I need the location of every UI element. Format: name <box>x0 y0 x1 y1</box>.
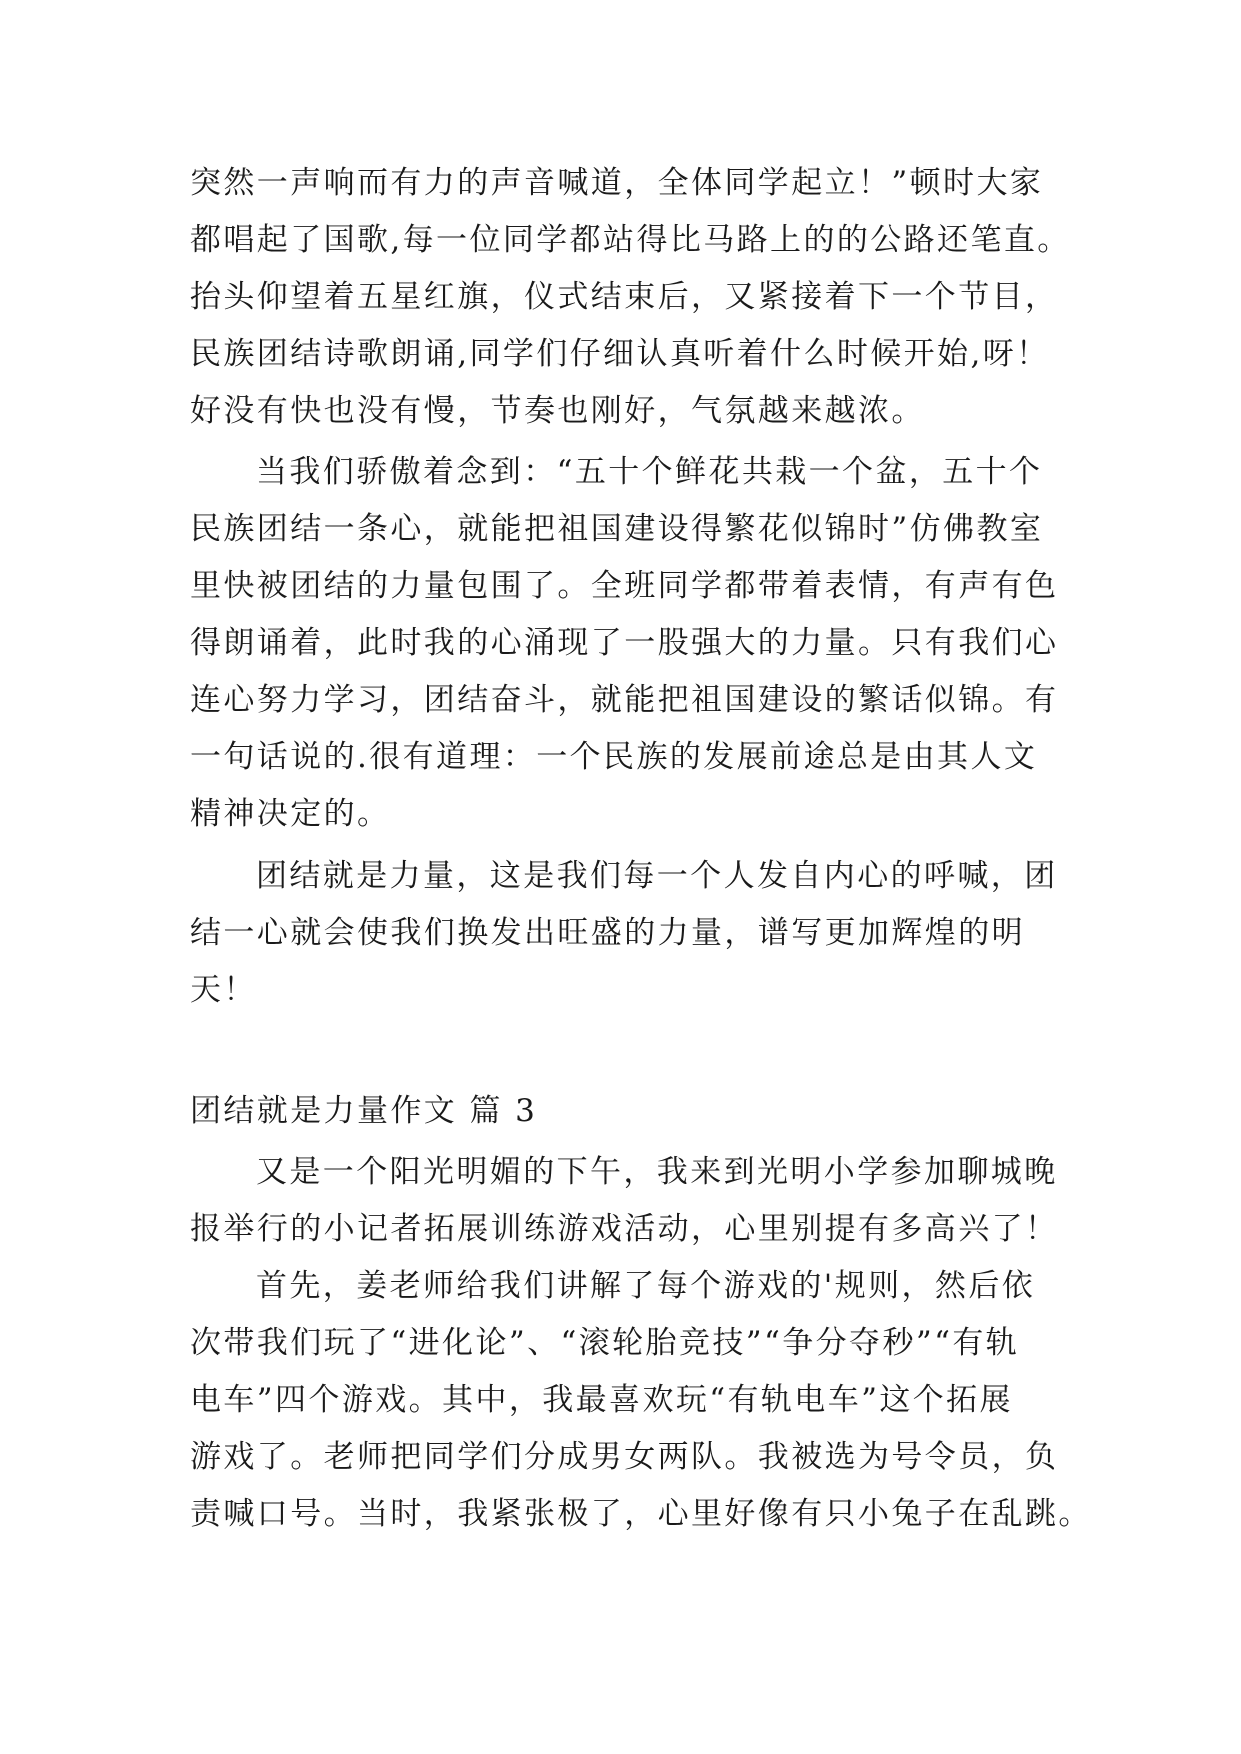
text-line: 又是一个阳光明媚的下午，我来到光明小学参加聊城晚 <box>256 1154 1058 1190</box>
text-line: 游戏了。老师把同学们分成男女两队。我被选为号令员，负 <box>190 1439 1059 1475</box>
text-line: 民族团结一条心，就能把祖国建设得繁花似锦时”仿佛教室 <box>190 511 1044 547</box>
text-line: 好没有快也没有慢，节奏也刚好，气氛越来越浓。 <box>190 393 925 429</box>
text-line: 突然一声响而有力的声音喊道，全体同学起立！”顿时大家 <box>190 165 1044 201</box>
text-line: 结一心就会使我们换发出旺盛的力量，谱写更加辉煌的明 <box>190 915 1025 951</box>
text-line: 当我们骄傲着念到：“五十个鲜花共栽一个盆，五十个 <box>256 454 1043 490</box>
text-line: 都唱起了国歌,每一位同学都站得比马路上的的公路还笔直。 <box>190 222 1071 258</box>
text-line: 报举行的小记者拓展训练游戏活动，心里别提有多高兴了！ <box>190 1211 1059 1247</box>
text-line: 民族团结诗歌朗诵,同学们仔细认真听着什么时候开始,呀！ <box>190 336 1050 372</box>
text-line: 里快被团结的力量包围了。全班同学都带着表情，有声有色 <box>190 568 1059 604</box>
text-line: 天！ <box>190 972 257 1008</box>
text-line: 连心努力学习，团结奋斗，就能把祖国建设的繁话似锦。有 <box>190 682 1059 718</box>
text-line: 得朗诵着，此时我的心涌现了一股强大的力量。只有我们心 <box>190 625 1059 661</box>
text-line: 抬头仰望着五星红旗，仪式结束后，又紧接着下一个节目， <box>190 279 1059 315</box>
text-line: 责喊口号。当时，我紧张极了，心里好像有只小兔子在乱跳。 <box>190 1496 1092 1532</box>
text-line: 精神决定的。 <box>190 796 391 832</box>
text-line: 首先，姜老师给我们讲解了每个游戏的'规则，然后依 <box>256 1268 1036 1304</box>
text-line: 一句话说的.很有道理：一个民族的发展前途总是由其人文 <box>190 739 1038 775</box>
section-heading: 团结就是力量作文 篇 3 <box>190 1093 538 1129</box>
text-line: 次带我们玩了“进化论”、“滚轮胎竞技”“争分夺秒”“有轨 <box>190 1325 1020 1361</box>
text-line: 团结就是力量，这是我们每一个人发自内心的呼喊，团 <box>256 858 1058 894</box>
text-line: 电车”四个游戏。其中，我最喜欢玩“有轨电车”这个拓展 <box>190 1382 1013 1418</box>
